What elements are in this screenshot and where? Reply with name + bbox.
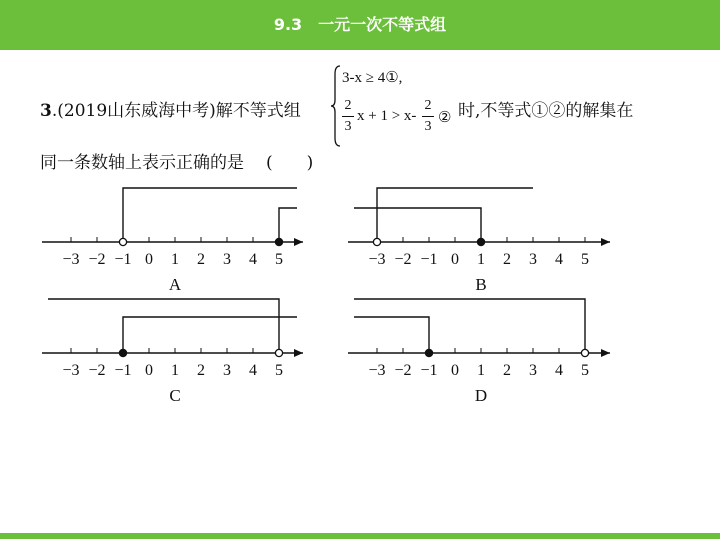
hollow-dot-icon xyxy=(275,349,282,356)
tick-label: 5 xyxy=(581,362,589,379)
tick-label: 3 xyxy=(529,251,537,268)
tick-label: −1 xyxy=(420,362,438,379)
fraction-denominator-2: 3 xyxy=(424,119,432,134)
inequality-1: 3-x ≥ 4①, xyxy=(342,70,403,86)
tick-label: 0 xyxy=(451,362,459,379)
tick-label: 1 xyxy=(171,362,179,379)
tick-label: −2 xyxy=(394,251,412,268)
tick-label: 5 xyxy=(275,251,283,268)
axis-arrow-icon xyxy=(294,349,303,357)
tick-label: 1 xyxy=(171,251,179,268)
solid-dot-icon xyxy=(119,349,126,356)
tick-label: −3 xyxy=(368,362,386,379)
option-label: A xyxy=(168,275,182,294)
tick-label: 3 xyxy=(223,362,231,379)
solution-bracket xyxy=(48,299,279,353)
inequality-2-middle: x + 1 > x- xyxy=(357,108,417,124)
tick-label: 0 xyxy=(145,362,153,379)
option-label: B xyxy=(475,275,487,294)
tick-label: −2 xyxy=(88,362,106,379)
tick-label: −1 xyxy=(420,251,438,268)
tick-label: −3 xyxy=(62,362,80,379)
option-label: D xyxy=(474,386,488,405)
solution-bracket xyxy=(123,317,297,353)
axis-arrow-icon xyxy=(601,349,610,357)
fraction-numerator: 2 xyxy=(344,98,352,113)
tick-label: 1 xyxy=(477,362,485,379)
tick-label: 4 xyxy=(249,251,257,268)
solid-dot-icon xyxy=(275,238,282,245)
hollow-dot-icon xyxy=(581,349,588,356)
tick-label: −2 xyxy=(394,362,412,379)
tick-label: 4 xyxy=(555,251,563,268)
tick-label: 2 xyxy=(197,362,205,379)
tick-label: −2 xyxy=(88,251,106,268)
tick-label: −1 xyxy=(114,362,132,379)
tick-label: −1 xyxy=(114,251,132,268)
solution-bracket xyxy=(354,317,429,353)
axis-arrow-icon xyxy=(294,238,303,246)
fraction-denominator: 3 xyxy=(344,119,352,134)
tick-label: 0 xyxy=(451,251,459,268)
solution-bracket xyxy=(123,188,297,242)
tick-label: 4 xyxy=(249,362,257,379)
tick-label: 2 xyxy=(503,251,511,268)
tick-label: 2 xyxy=(197,251,205,268)
tick-label: −3 xyxy=(62,251,80,268)
tick-label: 3 xyxy=(223,251,231,268)
question-line-2-text: 同一条数轴上表示正确的是 xyxy=(40,153,244,173)
answer-blank: ( ) xyxy=(266,153,314,173)
inequality-2-end: ② xyxy=(438,110,452,126)
tick-label: 0 xyxy=(145,251,153,268)
option-label: C xyxy=(169,386,181,405)
hollow-dot-icon xyxy=(119,238,126,245)
solution-bracket xyxy=(354,299,585,353)
solution-bracket xyxy=(377,188,533,242)
question-suffix: 时,不等式①②的解集在 xyxy=(458,101,634,121)
axis-arrow-icon xyxy=(601,238,610,246)
question-prefix: .(2019山东威海中考)解不等式组 xyxy=(51,101,301,121)
solid-dot-icon xyxy=(477,238,484,245)
tick-label: 5 xyxy=(581,251,589,268)
question-number: 3 xyxy=(40,101,52,121)
bottom-bar xyxy=(0,533,720,539)
solution-bracket xyxy=(279,208,297,242)
tick-label: −3 xyxy=(368,251,386,268)
tick-label: 2 xyxy=(503,362,511,379)
page-title: 9.3 一元一次不等式组 xyxy=(273,15,447,34)
solution-bracket xyxy=(354,208,481,242)
tick-label: 3 xyxy=(529,362,537,379)
hollow-dot-icon xyxy=(373,238,380,245)
fraction-numerator-2: 2 xyxy=(424,98,432,113)
tick-label: 5 xyxy=(275,362,283,379)
tick-label: 4 xyxy=(555,362,563,379)
tick-label: 1 xyxy=(477,251,485,268)
solid-dot-icon xyxy=(425,349,432,356)
